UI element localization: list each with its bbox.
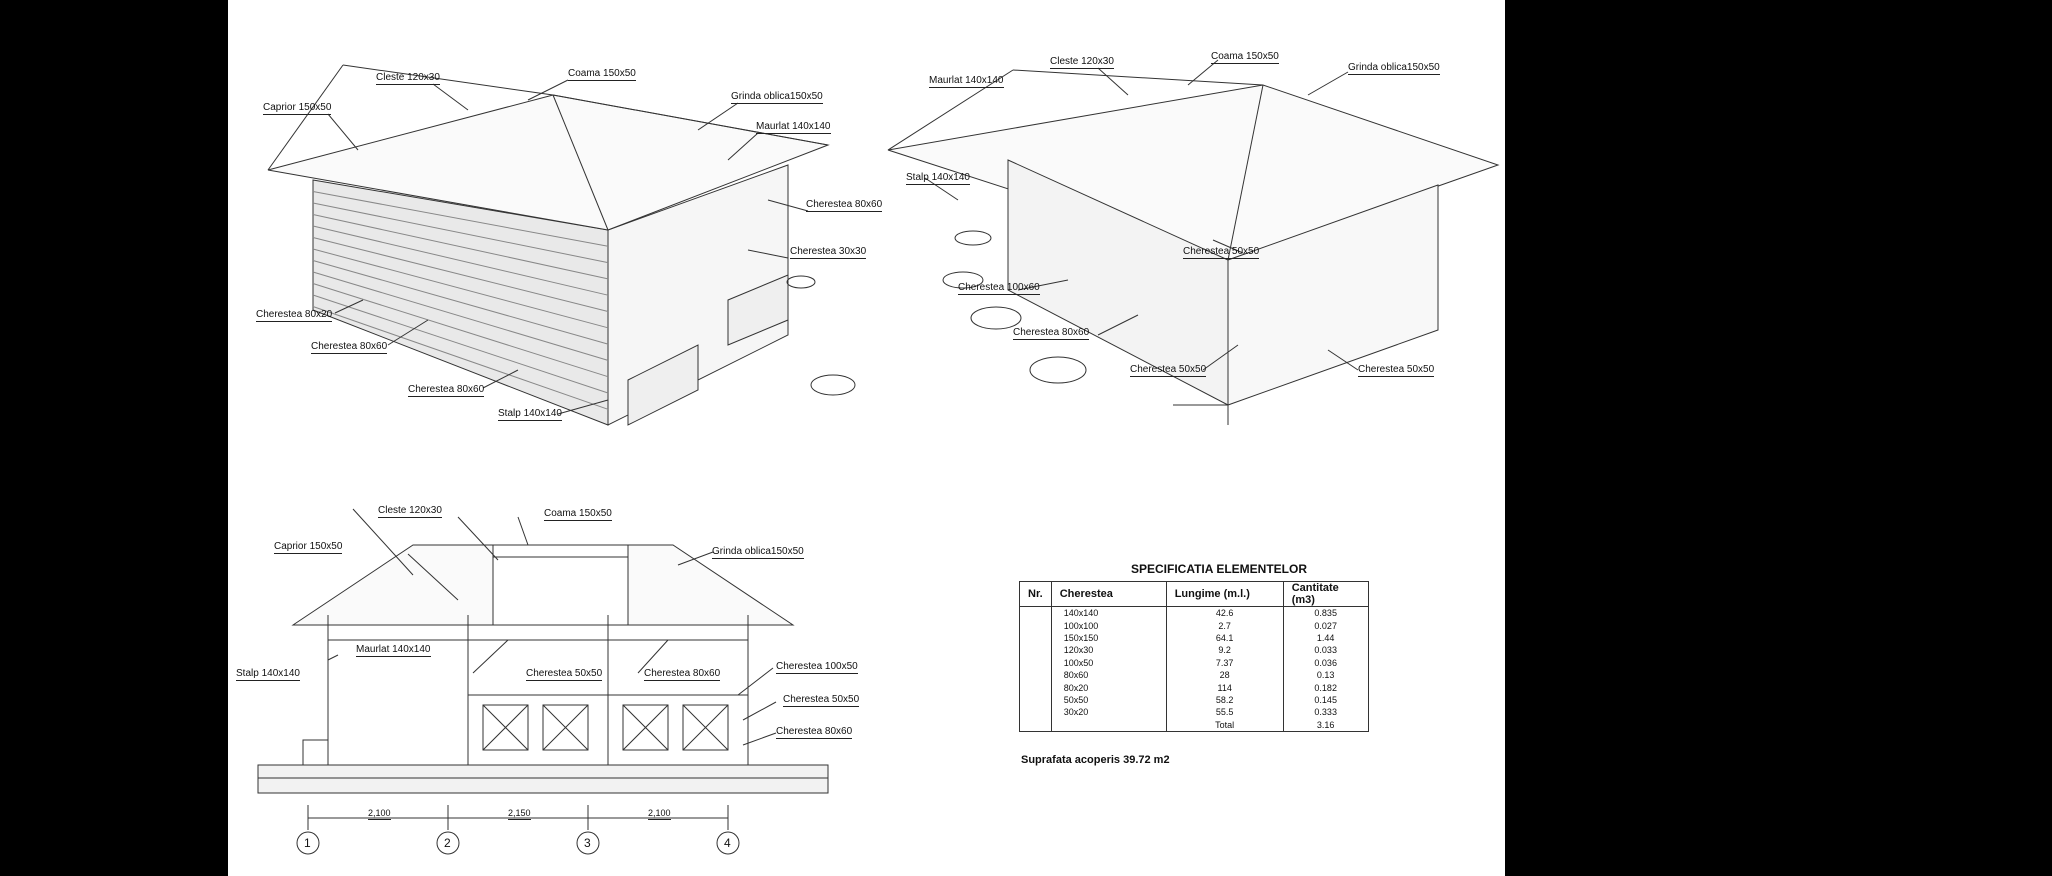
- spec-cell: 58.2: [1166, 694, 1283, 706]
- iso-right-label-maurlat: Maurlat 140x140: [929, 75, 1004, 86]
- spec-cell: [1020, 657, 1052, 669]
- spec-cell: 100x100: [1051, 619, 1166, 631]
- dimension-1: 2,100: [368, 808, 391, 818]
- spec-cell: 9.2: [1166, 644, 1283, 656]
- elev-label-caprior: Caprior 150x50: [274, 541, 343, 552]
- spec-cell: 1.44: [1283, 632, 1368, 644]
- iso-right-label-cherestea-50x50-a: Cherestea 50x50: [1183, 246, 1260, 257]
- iso-right-label-cherestea-50x50-b: Cherestea 50x50: [1130, 364, 1207, 375]
- spec-cell: 80x20: [1051, 681, 1166, 693]
- spec-row: [1020, 619, 1369, 631]
- axis-label-2: 2: [444, 836, 451, 850]
- iso-left-label-cherestea-80x20: Cherestea 80x20: [256, 309, 333, 320]
- iso-left-label-caprior: Caprior 150x50: [263, 102, 332, 113]
- spec-cell: [1020, 607, 1052, 620]
- iso-right-label-cherestea-100x60: Cherestea 100x60: [958, 282, 1040, 293]
- drawing-sheet: [228, 0, 1505, 876]
- elev-label-grinda: Grinda oblica150x50: [712, 546, 804, 557]
- spec-cell: 150x150: [1051, 632, 1166, 644]
- iso-right-label-cleste: Cleste 120x30: [1050, 56, 1114, 67]
- spec-header-lungime: Lungime (m.l.): [1166, 582, 1283, 607]
- spec-cell: 0.027: [1283, 619, 1368, 631]
- spec-header-row: [1020, 582, 1369, 607]
- iso-left-label-cherestea-30x30: Cherestea 30x30: [790, 246, 867, 257]
- spec-cell: Total: [1166, 719, 1283, 732]
- elev-label-cherestea-80x60-b: Cherestea 80x60: [776, 726, 853, 737]
- spec-header-cherestea: Cherestea: [1051, 582, 1166, 607]
- spec-cell: [1020, 719, 1052, 732]
- iso-left-label-maurlat: Maurlat 140x140: [756, 121, 831, 132]
- spec-cell: 0.145: [1283, 694, 1368, 706]
- spec-row: [1020, 719, 1369, 732]
- iso-left-label-coama: Coama 150x50: [568, 68, 636, 79]
- spec-row: [1020, 669, 1369, 681]
- isometric-view-left: [228, 0, 1505, 876]
- spec-cell: [1020, 706, 1052, 718]
- elev-label-stalp: Stalp 140x140: [236, 668, 300, 679]
- spec-cell: [1020, 619, 1052, 631]
- spec-cell: 100x50: [1051, 657, 1166, 669]
- spec-row: [1020, 607, 1369, 620]
- spec-row: [1020, 706, 1369, 718]
- spec-cell: 3.16: [1283, 719, 1368, 732]
- spec-cell: 7.37: [1166, 657, 1283, 669]
- iso-left-label-grinda: Grinda oblica150x50: [731, 91, 823, 102]
- spec-cell: 55.5: [1166, 706, 1283, 718]
- spec-row: [1020, 681, 1369, 693]
- spec-cell: [1020, 669, 1052, 681]
- elev-label-coama: Coama 150x50: [544, 508, 612, 519]
- spec-cell: 0.13: [1283, 669, 1368, 681]
- dimension-3: 2,100: [648, 808, 671, 818]
- elev-label-cherestea-80x60-a: Cherestea 80x60: [644, 668, 721, 679]
- axis-label-4: 4: [724, 836, 731, 850]
- spec-cell: [1020, 632, 1052, 644]
- elev-label-maurlat: Maurlat 140x140: [356, 644, 431, 655]
- spec-cell: 120x30: [1051, 644, 1166, 656]
- spec-header-nr: Nr.: [1020, 582, 1052, 607]
- spec-cell: 28: [1166, 669, 1283, 681]
- spec-cell: 80x60: [1051, 669, 1166, 681]
- spec-cell: [1020, 694, 1052, 706]
- iso-right-label-cherestea-80x60: Cherestea 80x60: [1013, 327, 1090, 338]
- spec-table: [1019, 581, 1369, 732]
- iso-right-label-grinda: Grinda oblica150x50: [1348, 62, 1440, 73]
- iso-right-label-cherestea-50x50-c: Cherestea 50x50: [1358, 364, 1435, 375]
- spec-cell: 140x140: [1051, 607, 1166, 620]
- elev-label-cherestea-100x50: Cherestea 100x50: [776, 661, 858, 672]
- dimension-2: 2,150: [508, 808, 531, 818]
- spec-cell: 50x50: [1051, 694, 1166, 706]
- spec-cell: 30x20: [1051, 706, 1166, 718]
- roof-surface-note: Suprafata acoperis 39.72 m2: [1021, 754, 1170, 766]
- spec-cell: 0.333: [1283, 706, 1368, 718]
- spec-cell: 0.036: [1283, 657, 1368, 669]
- spec-title: SPECIFICATIA ELEMENTELOR: [1130, 562, 1307, 576]
- iso-right-label-coama: Coama 150x50: [1211, 51, 1279, 62]
- elev-label-cherestea-50x50-b: Cherestea 50x50: [783, 694, 860, 705]
- spec-cell: 114: [1166, 681, 1283, 693]
- spec-cell: 0.835: [1283, 607, 1368, 620]
- spec-cell: 2.7: [1166, 619, 1283, 631]
- spec-row: [1020, 694, 1369, 706]
- elev-label-cleste: Cleste 120x30: [378, 505, 442, 516]
- spec-row: [1020, 657, 1369, 669]
- spec-cell: 0.033: [1283, 644, 1368, 656]
- elev-label-cherestea-50x50-a: Cherestea 50x50: [526, 668, 603, 679]
- spec-cell: [1020, 644, 1052, 656]
- iso-right-label-stalp: Stalp 140x140: [906, 172, 970, 183]
- iso-left-label-cherestea-80x60-a: Cherestea 80x60: [806, 199, 883, 210]
- axis-label-3: 3: [584, 836, 591, 850]
- iso-left-label-cleste: Cleste 120x30: [376, 72, 440, 83]
- spec-header-cantitate: Cantitate (m3): [1283, 582, 1368, 607]
- spec-cell: 0.182: [1283, 681, 1368, 693]
- spec-cell: [1020, 681, 1052, 693]
- axis-label-1: 1: [304, 836, 311, 850]
- spec-cell: 64.1: [1166, 632, 1283, 644]
- spec-cell: 42.6: [1166, 607, 1283, 620]
- spec-row: [1020, 644, 1369, 656]
- iso-left-label-cherestea-80x60-c: Cherestea 80x60: [408, 384, 485, 395]
- spec-row: [1020, 632, 1369, 644]
- spec-cell: [1051, 719, 1166, 732]
- iso-left-label-cherestea-80x60-b: Cherestea 80x60: [311, 341, 388, 352]
- iso-left-label-stalp: Stalp 140x140: [498, 408, 562, 419]
